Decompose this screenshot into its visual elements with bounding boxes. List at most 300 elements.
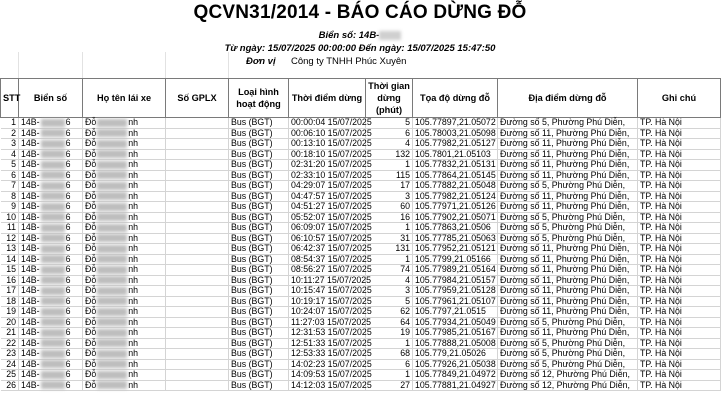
cell-coords: 105.77982,21.05124 <box>413 191 498 202</box>
cell-location: Đường số 11, Phường Phú Diễn, <box>498 265 638 276</box>
plate-label: Biển số: 14B- <box>318 30 380 41</box>
plate-suffix: 6 <box>65 117 71 127</box>
cell-plate <box>19 349 83 360</box>
cell-location: Đường số 11, Phường Phú Diễn, <box>498 328 638 339</box>
driver-suffix: nh <box>128 348 139 358</box>
cell-driver <box>83 149 166 160</box>
cell-city: TP. Hà Nội <box>638 307 721 318</box>
cell-plate <box>19 370 83 381</box>
redacted-text <box>97 329 127 337</box>
plate-suffix: 6 <box>65 348 71 358</box>
table-row <box>1 359 721 370</box>
cell-license <box>166 254 229 265</box>
driver-suffix: nh <box>128 211 139 222</box>
plate-suffix: 6 <box>65 253 71 264</box>
unit-label: Đơn vị <box>246 56 276 67</box>
redacted-text <box>41 371 65 379</box>
driver-suffix: nh <box>128 295 139 306</box>
cell-time: 10:24:07 15/07/2025 <box>289 307 366 318</box>
driver-prefix: Đỗ <box>85 117 97 127</box>
cell-coords: 105.77984,21.05157 <box>413 275 498 286</box>
cell-license <box>166 223 229 234</box>
driver-suffix: nh <box>128 306 139 316</box>
plate-suffix: 6 <box>65 316 71 327</box>
redacted-text <box>41 192 65 200</box>
cell-location: Đường số 5, Phường Phú Diễn, <box>498 118 638 129</box>
cell-stt: 24 <box>1 359 19 370</box>
plate-suffix: 6 <box>65 190 71 201</box>
redacted-text <box>41 381 65 389</box>
cell-plate <box>19 181 83 192</box>
driver-prefix: Đỗ <box>85 327 97 337</box>
redacted-text <box>97 308 127 316</box>
cell-plate <box>19 212 83 223</box>
redacted-text <box>97 350 127 358</box>
driver-prefix: Đỗ <box>85 222 97 232</box>
table-row <box>1 286 721 297</box>
cell-location: Đường số 12, Phường Phú Diễn, <box>498 370 638 381</box>
redacted-text <box>41 255 65 263</box>
driver-suffix: nh <box>128 243 139 253</box>
driver-suffix: nh <box>128 148 139 159</box>
redacted-text <box>41 129 65 137</box>
cell-duration: 74 <box>366 265 413 276</box>
cell-city: TP. Hà Nội <box>638 370 721 381</box>
cell-stt: 7 <box>1 181 19 192</box>
driver-prefix: Đỗ <box>85 148 97 159</box>
cell-duration: 4 <box>366 275 413 286</box>
cell-time: 06:42:37 15/07/2025 <box>289 244 366 255</box>
table-row <box>1 349 721 360</box>
cell-stt: 11 <box>1 223 19 234</box>
cell-license <box>166 380 229 391</box>
cell-time: 04:51:27 15/07/2025 <box>289 202 366 213</box>
cell-license <box>166 149 229 160</box>
redacted-text <box>97 255 127 263</box>
cell-time: 08:54:37 15/07/2025 <box>289 254 366 265</box>
cell-location: Đường số 5, Phường Phú Diễn, <box>498 212 638 223</box>
cell-type: Bus (BGT) <box>229 286 289 297</box>
cell-driver <box>83 359 166 370</box>
cell-coords: 105.77864,21.05145 <box>413 170 498 181</box>
plate-suffix: 6 <box>65 127 71 138</box>
cell-stt: 23 <box>1 349 19 360</box>
cell-city: TP. Hà Nội <box>638 181 721 192</box>
cell-coords: 105.77961,21.05107 <box>413 296 498 307</box>
redacted-text <box>41 329 65 337</box>
cell-location: Đường số 11, Phường Phú Diễn, <box>498 307 638 318</box>
cell-duration: 5 <box>366 118 413 129</box>
cell-location: Đường số 11, Phường Phú Diễn, <box>498 160 638 171</box>
plate-suffix: 6 <box>65 369 71 379</box>
cell-driver <box>83 254 166 265</box>
redacted-text <box>97 245 127 253</box>
driver-suffix: nh <box>128 222 139 232</box>
redacted-text <box>41 245 65 253</box>
cell-location: Đường số 5, Phường Phú Diễn, <box>498 317 638 328</box>
cell-duration: 3 <box>366 286 413 297</box>
cell-stt: 5 <box>1 160 19 171</box>
table-row <box>1 128 721 139</box>
cell-coords: 105.77897,21.05072 <box>413 118 498 129</box>
cell-duration: 6 <box>366 359 413 370</box>
cell-stt: 8 <box>1 191 19 202</box>
redacted-text <box>41 318 65 326</box>
cell-license <box>166 286 229 297</box>
cell-city: TP. Hà Nội <box>638 254 721 265</box>
redacted-text <box>97 129 127 137</box>
driver-suffix: nh <box>128 337 139 348</box>
plate-prefix: 14B- <box>21 190 40 201</box>
table-row <box>1 233 721 244</box>
cell-stt: 4 <box>1 149 19 160</box>
stop-report-table <box>0 78 721 391</box>
cell-stt: 6 <box>1 170 19 181</box>
col-stt: STT <box>1 79 19 118</box>
cell-location: Đường số 5, Phường Phú Diễn, <box>498 233 638 244</box>
cell-type: Bus (BGT) <box>229 191 289 202</box>
cell-location: Đường số 5, Phường Phú Diễn, <box>498 349 638 360</box>
cell-coords: 105.77989,21.05164 <box>413 265 498 276</box>
plate-suffix: 6 <box>65 201 71 211</box>
plate-prefix: 14B- <box>21 285 40 295</box>
cell-location: Đường số 11, Phường Phú Diễn, <box>498 191 638 202</box>
cell-location: Đường số 5, Phường Phú Diễn, <box>498 338 638 349</box>
driver-suffix: nh <box>128 180 139 190</box>
plate-suffix: 6 <box>65 138 71 148</box>
cell-driver <box>83 317 166 328</box>
cell-duration: 1 <box>366 223 413 234</box>
cell-stt: 13 <box>1 244 19 255</box>
plate-prefix: 14B- <box>21 232 40 243</box>
cell-coords: 105.77888,21.05008 <box>413 338 498 349</box>
report-title: QCVN31/2014 - BÁO CÁO DỪNG ĐỖ <box>193 2 527 23</box>
redacted-text <box>97 339 127 347</box>
cell-type: Bus (BGT) <box>229 317 289 328</box>
cell-driver <box>83 160 166 171</box>
cell-driver <box>83 202 166 213</box>
cell-plate <box>19 233 83 244</box>
driver-suffix: nh <box>128 190 139 201</box>
driver-prefix: Đỗ <box>85 138 97 148</box>
cell-driver <box>83 296 166 307</box>
col-duration: Thời gian dừng (phút) <box>366 79 413 118</box>
cell-plate <box>19 118 83 129</box>
cell-type: Bus (BGT) <box>229 233 289 244</box>
col-type: Loại hình hoạt động <box>229 79 289 118</box>
redacted-text <box>97 276 127 284</box>
driver-prefix: Đỗ <box>85 211 97 222</box>
cell-license <box>166 128 229 139</box>
cell-duration: 1 <box>366 370 413 381</box>
cell-license <box>166 181 229 192</box>
plate-suffix: 6 <box>65 180 71 190</box>
cell-type: Bus (BGT) <box>229 254 289 265</box>
plate-prefix: 14B- <box>21 369 40 379</box>
plate-prefix: 14B- <box>21 117 40 127</box>
cell-driver <box>83 181 166 192</box>
table-row <box>1 223 721 234</box>
cell-plate <box>19 359 83 370</box>
driver-prefix: Đỗ <box>85 180 97 190</box>
cell-city: TP. Hà Nội <box>638 244 721 255</box>
cell-time: 08:56:27 15/07/2025 <box>289 265 366 276</box>
driver-prefix: Đỗ <box>85 316 97 327</box>
cell-time: 00:00:04 15/07/2025 <box>289 118 366 129</box>
cell-plate <box>19 328 83 339</box>
plate-prefix: 14B- <box>21 253 40 264</box>
cell-location: Đường số 11, Phường Phú Diễn, <box>498 296 638 307</box>
redacted-text <box>97 234 127 242</box>
plate-suffix: 6 <box>65 337 71 348</box>
cell-plate <box>19 265 83 276</box>
driver-suffix: nh <box>128 253 139 264</box>
cell-duration: 5 <box>366 296 413 307</box>
cell-stt: 10 <box>1 212 19 223</box>
cell-license <box>166 307 229 318</box>
cell-city: TP. Hà Nội <box>638 233 721 244</box>
cell-time: 00:06:10 15/07/2025 <box>289 128 366 139</box>
plate-suffix: 6 <box>65 222 71 232</box>
redacted-text <box>41 276 65 284</box>
cell-duration: 3 <box>366 191 413 202</box>
redacted-text <box>97 287 127 295</box>
cell-duration: 132 <box>366 149 413 160</box>
cell-type: Bus (BGT) <box>229 380 289 391</box>
cell-duration: 64 <box>366 317 413 328</box>
cell-time: 11:27:03 15/07/2025 <box>289 317 366 328</box>
cell-stt: 14 <box>1 254 19 265</box>
cell-plate <box>19 338 83 349</box>
cell-driver <box>83 286 166 297</box>
plate-suffix: 6 <box>65 274 71 285</box>
cell-type: Bus (BGT) <box>229 244 289 255</box>
driver-prefix: Đỗ <box>85 358 97 369</box>
cell-type: Bus (BGT) <box>229 149 289 160</box>
cell-coords: 105.77985,21.05167 <box>413 328 498 339</box>
redacted-text <box>41 171 65 179</box>
plate-prefix: 14B- <box>21 127 40 138</box>
plate-prefix: 14B- <box>21 211 40 222</box>
plate-suffix: 6 <box>65 169 71 180</box>
cell-stt: 25 <box>1 370 19 381</box>
cell-stt: 19 <box>1 307 19 318</box>
cell-duration: 115 <box>366 170 413 181</box>
cell-time: 10:19:17 15/07/2025 <box>289 296 366 307</box>
plate-prefix: 14B- <box>21 169 40 180</box>
cell-location: Đường số 11, Phường Phú Diễn, <box>498 149 638 160</box>
redacted-text <box>41 287 65 295</box>
cell-city: TP. Hà Nội <box>638 223 721 234</box>
cell-type: Bus (BGT) <box>229 359 289 370</box>
cell-license <box>166 338 229 349</box>
driver-prefix: Đỗ <box>85 243 97 253</box>
cell-time: 02:31:20 15/07/2025 <box>289 160 366 171</box>
redacted-text <box>41 161 65 169</box>
col-license: Số GPLX <box>166 79 229 118</box>
plate-prefix: 14B- <box>21 306 40 316</box>
cell-time: 04:29:07 15/07/2025 <box>289 181 366 192</box>
table-row <box>1 265 721 276</box>
redacted-text <box>41 140 65 148</box>
cell-type: Bus (BGT) <box>229 307 289 318</box>
driver-suffix: nh <box>128 127 139 138</box>
driver-prefix: Đỗ <box>85 127 97 138</box>
cell-coords: 105.77952,21.05121 <box>413 244 498 255</box>
table-row <box>1 170 721 181</box>
plate-prefix: 14B- <box>21 295 40 306</box>
table-row <box>1 181 721 192</box>
table-row <box>1 212 721 223</box>
redacted-text <box>97 150 127 158</box>
table-row <box>1 380 721 391</box>
redacted-text <box>41 182 65 190</box>
plate-prefix: 14B- <box>21 148 40 159</box>
cell-driver <box>83 338 166 349</box>
redacted-text <box>97 318 127 326</box>
driver-suffix: nh <box>128 369 139 379</box>
plate-prefix: 14B- <box>21 180 40 190</box>
table-row <box>1 328 721 339</box>
cell-license <box>166 191 229 202</box>
cell-city: TP. Hà Nội <box>638 349 721 360</box>
cell-time: 14:02:23 15/07/2025 <box>289 359 366 370</box>
cell-type: Bus (BGT) <box>229 275 289 286</box>
cell-plate <box>19 286 83 297</box>
driver-prefix: Đỗ <box>85 264 97 274</box>
cell-license <box>166 202 229 213</box>
cell-city: TP. Hà Nội <box>638 380 721 391</box>
cell-driver <box>83 191 166 202</box>
plate-prefix: 14B- <box>21 337 40 348</box>
cell-plate <box>19 307 83 318</box>
cell-time: 10:15:47 15/07/2025 <box>289 286 366 297</box>
plate-prefix: 14B- <box>21 348 40 358</box>
plate-prefix: 14B- <box>21 358 40 369</box>
cell-location: Đường số 11, Phường Phú Diễn, <box>498 254 638 265</box>
col-driver: Họ tên lái xe <box>83 79 166 118</box>
redacted-text <box>97 119 127 127</box>
driver-prefix: Đỗ <box>85 159 97 169</box>
redacted-text <box>41 350 65 358</box>
redacted-text <box>97 203 127 211</box>
cell-duration: 68 <box>366 349 413 360</box>
redacted-text <box>41 234 65 242</box>
cell-stt: 1 <box>1 118 19 129</box>
cell-city: TP. Hà Nội <box>638 317 721 328</box>
driver-suffix: nh <box>128 117 139 127</box>
cell-stt: 16 <box>1 275 19 286</box>
table-row <box>1 139 721 150</box>
cell-plate <box>19 202 83 213</box>
cell-duration: 1 <box>366 160 413 171</box>
driver-prefix: Đỗ <box>85 274 97 285</box>
cell-duration: 27 <box>366 380 413 391</box>
driver-prefix: Đỗ <box>85 295 97 306</box>
table-row <box>1 160 721 171</box>
cell-type: Bus (BGT) <box>229 160 289 171</box>
cell-driver <box>83 139 166 150</box>
driver-suffix: nh <box>128 264 139 274</box>
redacted-text <box>97 360 127 368</box>
cell-time: 12:53:33 15/07/2025 <box>289 349 366 360</box>
cell-license <box>166 139 229 150</box>
plate-suffix: 6 <box>65 232 71 243</box>
cell-license <box>166 296 229 307</box>
cell-city: TP. Hà Nội <box>638 160 721 171</box>
cell-duration: 31 <box>366 233 413 244</box>
redacted-text <box>97 140 127 148</box>
cell-plate <box>19 380 83 391</box>
cell-location: Đường số 11, Phường Phú Diễn, <box>498 170 638 181</box>
plate-prefix: 14B- <box>21 274 40 285</box>
unit-value: Công ty TNHH Phúc Xuyên <box>291 56 407 67</box>
cell-time: 00:18:10 15/07/2025 <box>289 149 366 160</box>
plate-prefix: 14B- <box>21 264 40 274</box>
cell-type: Bus (BGT) <box>229 118 289 129</box>
driver-prefix: Đỗ <box>85 337 97 348</box>
cell-driver <box>83 307 166 318</box>
table-row <box>1 317 721 328</box>
cell-location: Đường số 11, Phường Phú Diễn, <box>498 202 638 213</box>
redacted-text <box>97 371 127 379</box>
cell-driver <box>83 380 166 391</box>
cell-type: Bus (BGT) <box>229 349 289 360</box>
driver-suffix: nh <box>128 232 139 243</box>
driver-prefix: Đỗ <box>85 190 97 201</box>
cell-stt: 2 <box>1 128 19 139</box>
cell-coords: 105.77882,21.05048 <box>413 181 498 192</box>
cell-stt: 20 <box>1 317 19 328</box>
plate-suffix: 6 <box>65 159 71 169</box>
cell-location: Đường số 11, Phường Phú Diễn, <box>498 128 638 139</box>
col-plate: Biển số <box>19 79 83 118</box>
cell-city: TP. Hà Nội <box>638 191 721 202</box>
cell-duration: 17 <box>366 181 413 192</box>
plate-suffix: 6 <box>65 243 71 253</box>
driver-prefix: Đỗ <box>85 306 97 316</box>
cell-time: 05:52:07 15/07/2025 <box>289 212 366 223</box>
cell-stt: 22 <box>1 338 19 349</box>
cell-plate <box>19 254 83 265</box>
redacted-text <box>41 224 65 232</box>
cell-coords: 105.77863,21.0506 <box>413 223 498 234</box>
redacted-text <box>41 213 65 221</box>
cell-driver <box>83 212 166 223</box>
cell-coords: 105.78003,21.05098 <box>413 128 498 139</box>
cell-driver <box>83 370 166 381</box>
cell-coords: 105.7797,21.0515 <box>413 307 498 318</box>
cell-coords: 105.77934,21.05049 <box>413 317 498 328</box>
cell-type: Bus (BGT) <box>229 181 289 192</box>
cell-duration: 6 <box>366 128 413 139</box>
table-row <box>1 307 721 318</box>
cell-driver <box>83 244 166 255</box>
cell-coords: 105.77982,21.05127 <box>413 139 498 150</box>
cell-stt: 18 <box>1 296 19 307</box>
plate-suffix: 6 <box>65 285 71 295</box>
driver-suffix: nh <box>128 285 139 295</box>
driver-prefix: Đỗ <box>85 285 97 295</box>
col-location: Địa điểm dừng đỗ <box>498 79 638 118</box>
col-coords: Tọa độ dừng đỗ <box>413 79 498 118</box>
cell-plate <box>19 223 83 234</box>
redacted-text <box>97 213 127 221</box>
cell-city: TP. Hà Nội <box>638 118 721 129</box>
cell-driver <box>83 349 166 360</box>
redacted-text <box>41 266 65 274</box>
driver-prefix: Đỗ <box>85 253 97 264</box>
